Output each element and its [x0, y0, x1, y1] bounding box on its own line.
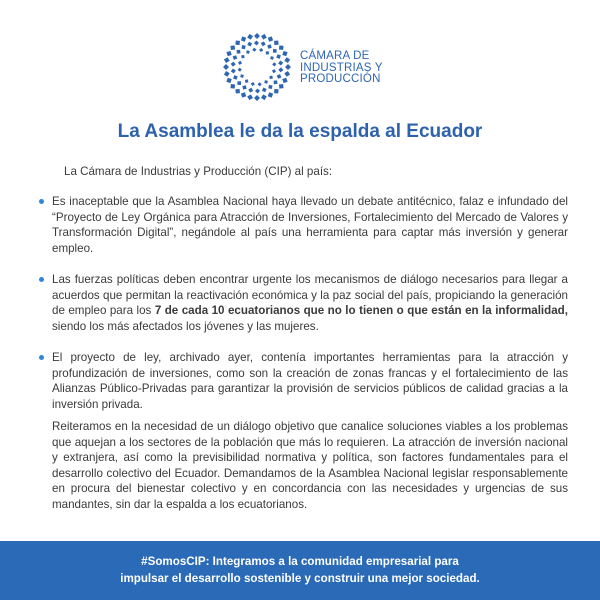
emblem-square: [270, 56, 274, 60]
emblem-square: [241, 55, 244, 58]
emblem-square: [261, 34, 267, 40]
emblem-square: [254, 33, 260, 39]
emblem-square: [254, 40, 259, 45]
emblem-square: [269, 76, 272, 79]
emblem-square: [238, 68, 242, 72]
emblem-square: [274, 89, 279, 94]
emblem-square: [282, 78, 287, 83]
bullet-item: [52, 194, 568, 256]
emblem-square: [252, 48, 256, 52]
emblem-square: [245, 79, 248, 82]
emblem-square: [272, 62, 276, 66]
emblem-square: [254, 95, 260, 101]
logo-line-2: INDUSTRIAS Y: [300, 61, 383, 74]
emblem-square: [268, 36, 273, 41]
emblem-square: [251, 82, 255, 86]
cip-logo: [222, 32, 382, 102]
emblem-square: [277, 74, 282, 79]
emblem-square: [274, 40, 279, 45]
bullet-dot-icon: [39, 277, 44, 282]
bullet-item: [52, 272, 568, 334]
emblem-square: [266, 51, 269, 54]
logo-line-1: CÁMARA DE: [300, 50, 370, 62]
emblem-square: [235, 89, 240, 94]
emblem-square: [241, 36, 246, 41]
emblem-square: [261, 94, 267, 100]
emblem-square: [240, 74, 244, 78]
emblem-square: [237, 50, 241, 54]
footer-line-1: #SomosCIP: Integramos a la comunidad empresarial para: [141, 555, 459, 568]
emblem-square: [235, 40, 240, 45]
footer-line-2: impulsar el desarrollo sostenible y construir una mejor sociedad.: [120, 571, 480, 585]
emblem-square: [282, 51, 287, 56]
logo-wordmark: [300, 51, 383, 86]
emblem-square: [278, 67, 283, 72]
emblem-square: [267, 44, 271, 48]
emblem-square: [242, 85, 246, 89]
emblem-square: [285, 64, 291, 70]
bullet-bold-highlight: 7 de cada 10 ecuatorianos que no lo tienen o que están en la informalidad,: [154, 304, 568, 317]
bullet-item: [52, 350, 568, 412]
bullet-text: Las fuerzas políticas deben encontrar urgente los mecanismos de diálogo necesarios para llegar a acuerdos que permitan la reactivación económica y la paz social del país, propiciando la generación de empleo para los: [52, 273, 568, 317]
emblem-square: [276, 54, 281, 59]
emblem-square: [279, 84, 284, 89]
bullet-dot-icon: [39, 355, 44, 360]
emblem-square: [255, 88, 260, 93]
emblem-square: [274, 80, 278, 84]
closing-paragraph: Reiteramos en la necesidad de un diálogo objetivo que canalice soluciones viables a los problemas que aquejan a los sectores de la población que más lo requieren. La atracción de inversión nacional y extranjera, así como la previsibilidad normativa y política, son factores fundamentales para el desarrollo colectivo del Ecuador. Demandamos de la Asamblea Nacional legislar responsablemente en procura del bienestar colectivo y en concordancia con las necesidades y urgencias de sus mandantes, sin dar la espalda a los ecuatorianos.: [52, 420, 568, 511]
emblem-square: [231, 62, 236, 67]
emblem-square: [233, 55, 238, 60]
emblem-square: [226, 78, 231, 83]
emblem-square: [231, 68, 236, 73]
emblem-square: [279, 45, 284, 50]
bullet-dot-icon: [39, 199, 44, 204]
emblem-square: [259, 48, 263, 52]
emblem-square: [272, 69, 276, 73]
emblem-square: [230, 84, 235, 89]
emblem-square: [238, 61, 242, 65]
bullet-text: siendo los más afectados los jóvenes y las mujeres.: [52, 319, 319, 333]
emblem-square: [268, 85, 272, 89]
emblem-square: [247, 42, 252, 47]
emblem-square: [241, 45, 245, 49]
bullet-text: El proyecto de ley, archivado ayer, contenía importantes herramientas para la atracción y profundización de inversiones, como son la creación de zonas francas y el fortalecimiento de las Alianzas Público-Privadas para garantizar la provisión de servicios públicos de calidad gracias a la inversión privada.: [52, 351, 568, 411]
emblem-square: [247, 94, 253, 100]
emblem-square: [247, 34, 253, 40]
logo-line-3: PRODUCCIÓN: [300, 73, 381, 85]
emblem-square: [258, 82, 262, 86]
bullet-text: Es inaceptable que la Asamblea Nacional haya llevado un debate antitécnico, falaz e infundado del “Proyecto de Ley Orgánica para Atracción de Inversiones, Fortalecimiento del Mercado de Valores y Transformación Digital”, negándole al país una herramienta para captar más inversión y generar empleo.: [52, 195, 568, 255]
emblem-square: [224, 57, 230, 63]
emblem-square: [278, 61, 283, 66]
footer-banner: [0, 541, 600, 600]
emblem-square: [273, 49, 277, 53]
emblem-square: [237, 81, 241, 85]
emblem-square: [268, 92, 273, 97]
page-title: La Asamblea le da la espalda al Ecuador: [117, 121, 483, 142]
emblem-square: [246, 50, 250, 54]
emblem-square: [233, 75, 238, 80]
emblem-square: [223, 64, 229, 70]
intro-text: La Cámara de Industrias y Producción (CIP) al país:: [64, 165, 333, 178]
emblem-square: [226, 51, 231, 56]
emblem-square: [284, 71, 290, 77]
emblem-square: [224, 71, 230, 77]
bullet-list: [52, 194, 568, 412]
emblem-square: [264, 80, 268, 84]
emblem-square: [241, 92, 246, 97]
emblem-square: [248, 88, 253, 93]
cip-circle-emblem-icon: [222, 32, 292, 102]
emblem-square: [230, 45, 235, 50]
emblem-square: [261, 41, 266, 46]
emblem-square: [284, 57, 290, 63]
emblem-square: [262, 87, 267, 92]
